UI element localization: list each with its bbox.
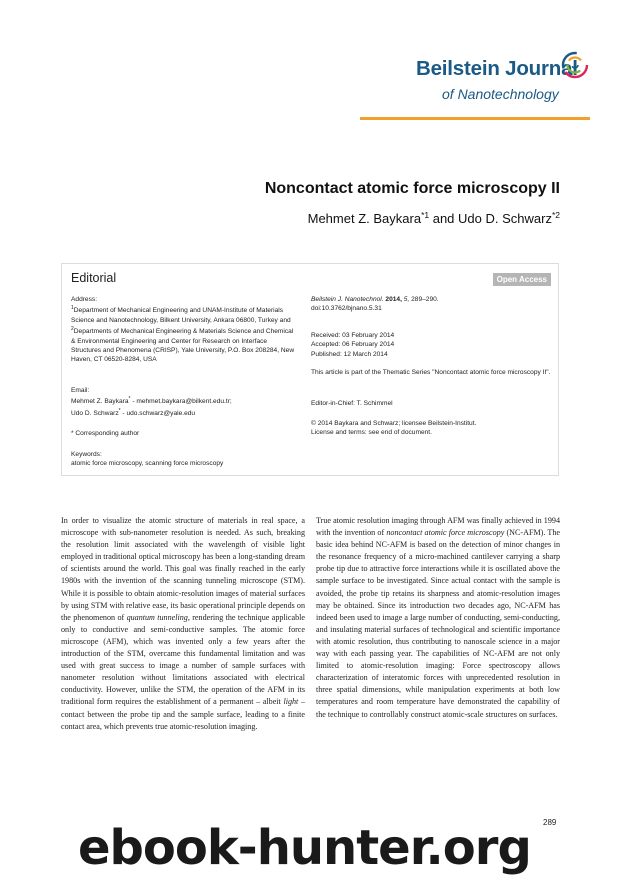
address-block [71, 295, 296, 365]
address-text [71, 304, 296, 364]
c2-italic-1: noncontact atomic force microscopy [386, 528, 505, 538]
watermark: ebook-hunter.org [78, 820, 531, 876]
author-conjunction: and [429, 211, 459, 226]
citation-block [311, 295, 551, 314]
keywords-block [71, 450, 296, 469]
accepted-date: Accepted: 06 February 2014 [311, 341, 395, 349]
published-date: Published: 12 March 2014 [311, 350, 388, 358]
dates-block [311, 331, 551, 359]
email-label: Email: [71, 387, 90, 394]
keywords-text: atomic force microscopy, scanning force microscopy [71, 460, 224, 468]
email-line-2 [71, 407, 296, 418]
email-block [71, 386, 296, 418]
c2-text-1: True atomic resolution imaging through AFM was finally achieved in 1994 with the invention of [316, 516, 560, 538]
c1-text-3: – contact between the probe tip and the sample surface, leading to a finite contact area, which prevents true atomic-resolution imaging. [61, 697, 305, 731]
corresponding-author-note: * Corresponding author [71, 430, 140, 437]
address-sup-1: 1 [71, 305, 74, 312]
citation-journal: Beilstein J. Nanotechnol. [311, 296, 384, 303]
editor-in-chief: Editor-in-Chief: T. Schimmel [311, 400, 393, 407]
email-1-sup: * [128, 396, 131, 403]
thematic-series-note[interactable]: This article is part of the Thematic Series "Noncontact atomic force microscopy II". [311, 369, 551, 376]
copyright-line: © 2014 Baykara and Schwarz; licensee Beilstein-Institut. [311, 420, 477, 427]
body-column-2 [316, 515, 560, 721]
address-part-1: Department of Mechanical Engineering and UNAM-Institute of Materials Science and Nanotechnology, Bilkent University, Ankara 06800, Turkey and [71, 307, 291, 324]
doi[interactable]: doi:10.3762/bjnano.5.31 [311, 305, 382, 313]
address-sup-2: 2 [71, 326, 74, 333]
c1-italic-2: light [283, 697, 299, 707]
page-number: 289 [543, 818, 557, 827]
author-2: Udo D. Schwarz [458, 211, 552, 226]
author-1-affil: *1 [421, 210, 430, 220]
email-2-link[interactable]: - udo.schwarz@yale.edu [120, 409, 196, 417]
c1-text-1: In order to visualize the atomic structure of materials in real space, a microscope with sub-nanometer resolution is needed. As such, breaking the resolution limit associated with the wavelength of visible light employed in traditional optical microscopy has been a long-standing dream of scientists around the world. This goal was finally reached in the early 1980s with the invention of the scanning tunneling microscope (STM). While it is possible to obtain atomic-resolution images of material surfaces by using STM with relative ease, its basic operational principle depends on the phenomenon of [61, 516, 305, 622]
keywords-label: Keywords: [71, 451, 102, 458]
open-access-badge: Open Access [493, 273, 551, 286]
email-1-link[interactable]: - mehmet.baykara@bilkent.edu.tr; [130, 398, 232, 406]
citation-year: 2014, [385, 296, 402, 303]
author-1: Mehmet Z. Baykara [307, 211, 422, 226]
journal-logo [412, 44, 592, 114]
citation-pages: 289–290. [411, 296, 439, 303]
article-info-box [61, 263, 559, 476]
address-label: Address: [71, 296, 98, 303]
address-part-2: Departments of Mechanical Engineering & Materials Science and Chemical & Environmental Engineering and Center for Research on Interface Structures and Phenomena (CRISP), Yale University, P.O. Box 208284, New Haven, CT 06520-8284, USA [71, 328, 295, 364]
article-title: Noncontact atomic force microscopy II [264, 180, 560, 197]
copyright-block [311, 419, 551, 438]
c1-text-2: , rendering the technique applicable only to conductive and semi-conductive samples. The atomic force microscope (AFM), which was invented only a few years after the introduction of the STM, overcame this fundamental limitation and was used with great success to image a number of sample surfaces with nanometer resolution without limitations associated with electrical conductivity. However, unlike the STM, the operation of the AFM in its traditional form requires the establishment of a permanent – albeit [61, 612, 305, 707]
article-type: Editorial [71, 271, 117, 285]
email-line-1 [71, 395, 296, 406]
email-2-sup: * [118, 407, 121, 414]
article-authors [308, 210, 560, 226]
journal-name-line1: Beilstein Journal [416, 57, 578, 80]
spiral-logo-icon [560, 50, 590, 80]
header-accent-rule [360, 117, 590, 120]
received-date: Received: 03 February 2014 [311, 332, 395, 339]
email-1-name: Mehmet Z. Baykara [71, 398, 129, 406]
author-2-affil: *2 [551, 210, 560, 220]
email-2-name: Udo D. Schwarz [71, 409, 119, 417]
c2-text-2: (NC-AFM). The basic idea behind NC-AFM is based on the detection of minor changes in the resonance frequency of a micro-machined cantilever carrying a sharp probe tip due to attractive force interactions while it is oscillated above the sample surface to be investigated. Since actual contact with the sample is avoided, the probe tip retains its sharpness and atomic-resolution images may be obtained. Since its introduction two decades ago, NC-AFM has indeed been used to image a large number of conducting, semi-conducting, and insulating material surfaces of technological and scientific importance with atomic resolution, thus contributing to nanoscale science in a major way with each passing year. The capabilities of NC-AFM are not only limited to atomic-resolution imaging: Force spectroscopy allows characterization of interatomic forces with unprecedented resolution in three spatial dimensions, while manipulation experiments at both low temperatures and room temperature have demonstrated the capability of the technique to controllably construct atomic-scale structures on surfaces. [316, 528, 561, 719]
citation-volume: 5, [403, 296, 410, 303]
license-line[interactable]: License and terms: see end of document. [311, 429, 432, 437]
journal-name-line2: of Nanotechnology [442, 86, 559, 102]
citation-line [311, 295, 551, 304]
c1-italic-1: quantum tunneling [126, 612, 188, 622]
body-column-1 [61, 515, 305, 733]
